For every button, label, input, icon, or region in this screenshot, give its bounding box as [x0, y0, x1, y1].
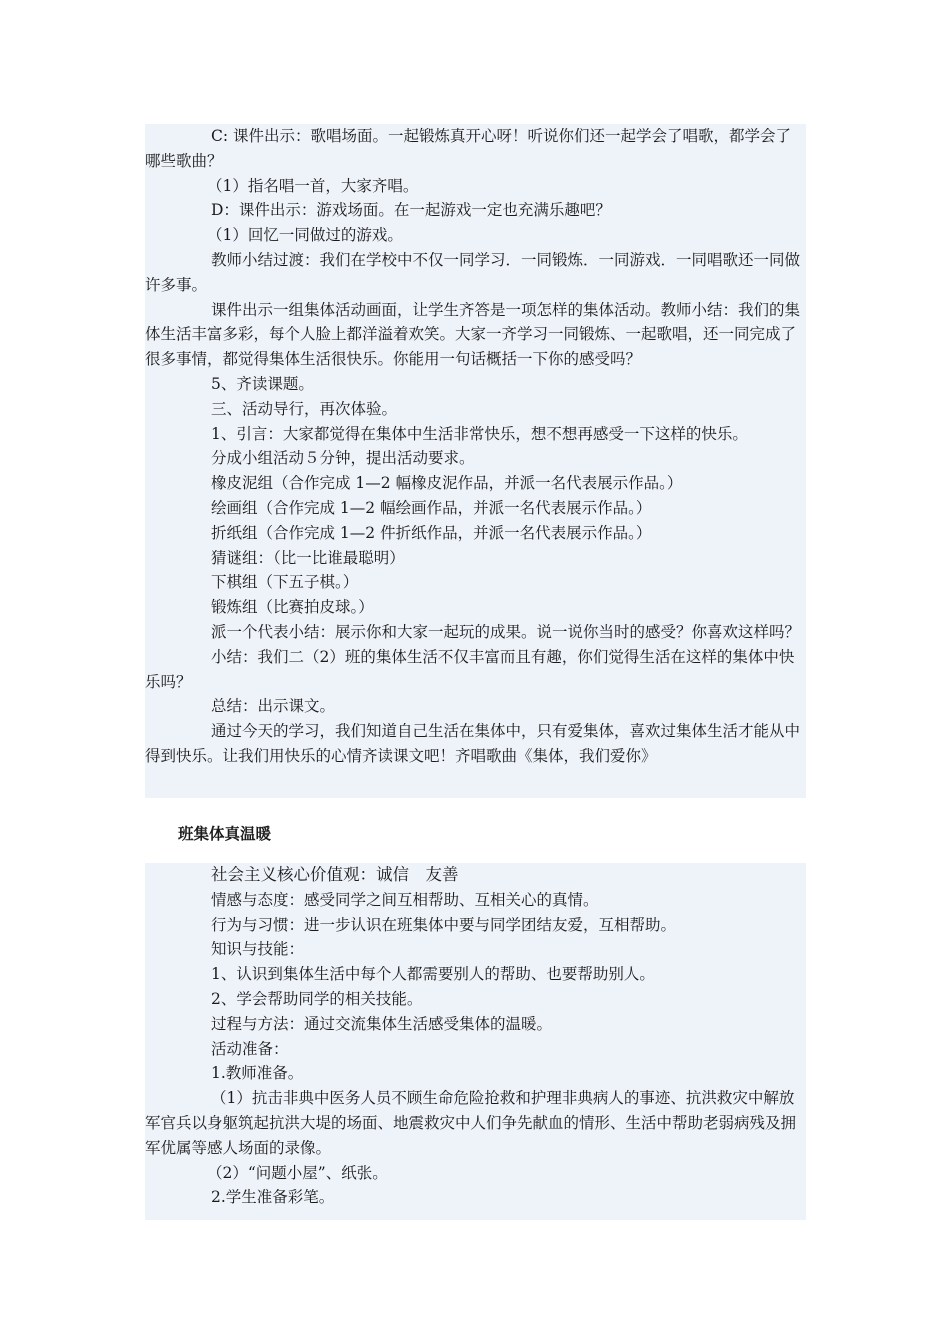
paragraph: 课件出示一组集体活动画面，让学生齐答是一项怎样的集体活动。教师小结：我们的集体生活丰富多彩，每个人脸上都洋溢着欢笑。大家一齐学习一同锻炼、一起歌唱，还一同完成了很多事情，都觉得集体生活很快乐。你能用一句话概括一下你的感受吗？: [145, 300, 801, 369]
paragraph: （1）抗击非典中医务人员不顾生命危险抢救和护理非典病人的事迹、抗洪救灾中解放军官兵以身躯筑起抗洪大堤的场面、地震救灾中人们争先献血的情形、生活中帮助老弱病残及拥军优属等感人场面的录像。: [145, 1089, 797, 1157]
paragraph: 折纸组（合作完成 1—2 件折纸作品，并派一名代表展示作品。）: [211, 523, 652, 542]
paragraph: 2.学生准备彩笔。: [211, 1188, 335, 1207]
paragraph: （2）“问题小屋”、纸张。: [207, 1163, 388, 1182]
paragraph: 下棋组（下五子棋。）: [211, 573, 359, 592]
paragraph: 情感与态度：感受同学之间互相帮助、互相关心的真情。: [211, 890, 599, 909]
lesson-section-2: [145, 863, 806, 1220]
paragraph: 1、认识到集体生活中每个人都需要别人的帮助、也要帮助别人。: [211, 965, 655, 984]
paragraph: 锻炼组（比赛拍皮球。）: [211, 598, 374, 617]
paragraph: 1、引言：大家都觉得在集体中生活非常快乐，想不想再感受一下这样的快乐。: [211, 424, 748, 443]
paragraph: 小结：我们二（2）班的集体生活不仅丰富而且有趣，你们觉得生活在这样的集体中快乐吗？: [145, 647, 795, 691]
paragraph: D：课件出示：游戏场面。在一起游戏一定也充满乐趣吧？: [211, 201, 611, 220]
paragraph: 橡皮泥组（合作完成 1—2 幅橡皮泥作品，并派一名代表展示作品。）: [211, 474, 683, 493]
paragraph: 2、学会帮助同学的相关技能。: [211, 989, 423, 1008]
paragraph: 派一个代表小结：展示你和大家一起玩的成果。说一说你当时的感受？你喜欢这样吗？: [211, 622, 801, 641]
paragraph: 知识与技能：: [211, 940, 305, 959]
lesson-section-1: [145, 124, 806, 798]
paragraph: 总结：出示课文。: [211, 697, 336, 716]
paragraph: 绘画组（合作完成 1—2 幅绘画作品，并派一名代表展示作品。）: [211, 498, 652, 517]
paragraph: 社会主义核心价值观：诚信 友善: [211, 865, 459, 884]
paragraph: C: 课件出示：歌唱场面。一起锻炼真开心呀！听说你们还一起学会了唱歌，都学会了哪些歌曲？: [145, 127, 792, 170]
paragraph: 行为与习惯：进一步认识在班集体中要与同学团结友爱，互相帮助。: [211, 915, 677, 934]
paragraph: 三、活动导行，再次体验。: [211, 399, 398, 418]
paragraph: 通过今天的学习，我们知道自己生活在集体中，只有爱集体，喜欢过集体生活才能从中得到快乐。让我们用快乐的心情齐读课文吧！齐唱歌曲《集体，我们爱你》: [145, 722, 801, 765]
paragraph: 猜谜组：（比一比谁最聪明）: [211, 548, 405, 567]
paragraph: 分成小组活动５分钟，提出活动要求。: [211, 449, 475, 468]
paragraph: （1）指名唱一首，大家齐唱。: [207, 176, 419, 195]
paragraph: 过程与方法：通过交流集体生活感受集体的温暖。: [211, 1014, 553, 1033]
paragraph: 教师小结过渡：我们在学校中不仅一同学习．一同锻炼．一同游戏．一同唱歌还一同做许多事。: [145, 250, 801, 294]
paragraph: （1）回忆一同做过的游戏。: [207, 226, 403, 245]
paragraph: 1.教师准备。: [211, 1064, 304, 1083]
paragraph: 活动准备：: [211, 1039, 289, 1058]
paragraph: 5、齐读课题。: [211, 374, 314, 393]
section-title: 班集体真温暖: [178, 825, 272, 843]
